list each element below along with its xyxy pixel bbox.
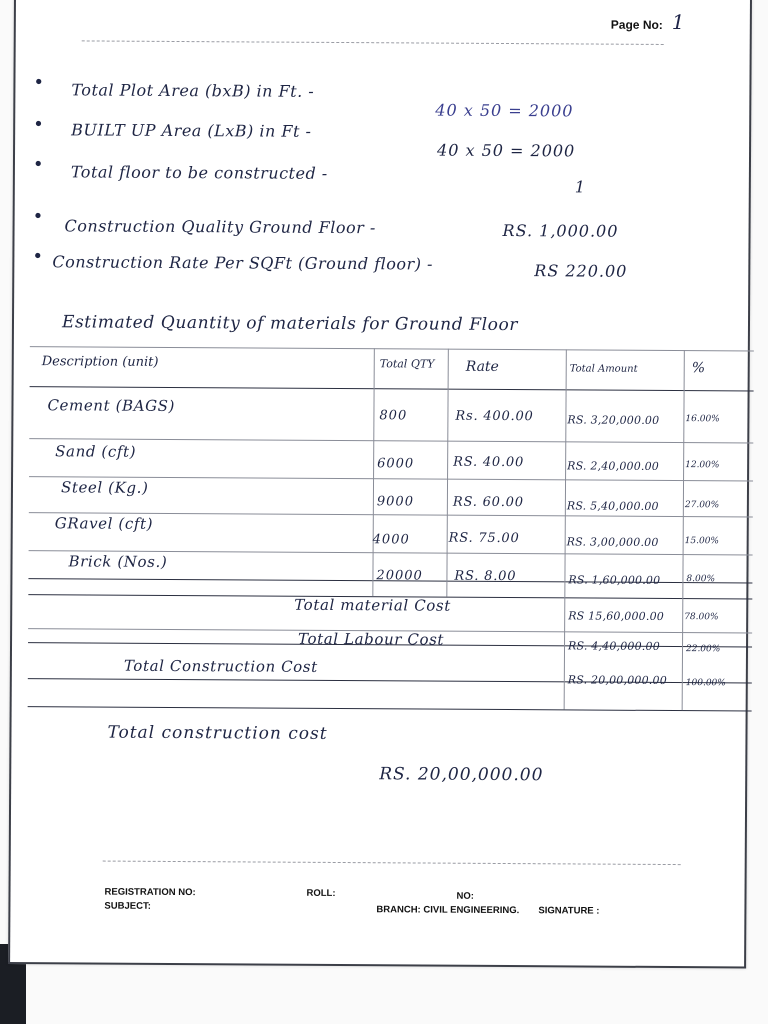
bullet-dot: •	[33, 114, 44, 136]
total-material-amount: RS 15,60,000.00	[568, 609, 665, 623]
row-steel-pct: 27.00%	[684, 500, 720, 511]
row-steel-rate: RS. 60.00	[452, 494, 524, 511]
row-sand-rate: RS. 40.00	[453, 454, 525, 471]
total-construction-amount: RS. 20,00,000.00	[567, 673, 667, 688]
construction-quality-value: RS. 1,000.00	[502, 220, 619, 241]
col-header-description: Description (unit)	[41, 354, 159, 370]
no-label: NO:	[456, 890, 474, 902]
row-sand-pct: 12.00%	[685, 460, 720, 471]
table-rule	[28, 706, 752, 711]
row-gravel-pct: 15.00%	[684, 536, 720, 547]
table-rule	[30, 386, 754, 391]
notebook-page	[8, 0, 752, 968]
table-heading: Estimated Quantity of materials for Ground Floor	[61, 312, 519, 336]
bullet-dot: •	[32, 154, 44, 176]
row-brick-rate: RS. 8.00	[454, 568, 517, 585]
table-rule	[30, 346, 754, 351]
construction-rate-label: Construction Rate Per SQFt (Ground floor) -	[52, 252, 434, 274]
footer-divider	[103, 861, 681, 866]
total-construction-label: Total Construction Cost	[123, 656, 318, 676]
branch-label: BRANCH: CIVIL ENGINEERING.	[376, 904, 520, 917]
row-cement-qty: 800	[379, 408, 408, 424]
col-header-qty: Total QTY	[379, 357, 435, 371]
row-brick-pct: 8.00%	[686, 574, 716, 585]
bullet-dot: •	[32, 246, 44, 268]
total-labour-label: Total Labour Cost	[298, 629, 445, 649]
row-sand-amount: RS. 2,40,000.00	[567, 459, 660, 473]
roll-label: ROLL:	[306, 887, 336, 899]
materials-table	[28, 346, 754, 712]
col-header-percent: %	[691, 360, 706, 377]
bullet-dot: •	[32, 206, 44, 228]
page-no-label: Page No:	[610, 17, 663, 32]
row-cement-amount: RS. 3,20,000.00	[567, 413, 660, 427]
construction-quality-label: Construction Quality Ground Floor -	[64, 216, 376, 238]
row-steel-qty: 9000	[376, 494, 415, 510]
summary-label: Total construction cost	[107, 722, 328, 744]
row-gravel-qty: 4000	[372, 532, 410, 548]
col-divider	[564, 349, 567, 709]
col-divider	[682, 350, 685, 710]
plot-area-label: Total Plot Area (bxB) in Ft. -	[71, 80, 315, 101]
built-up-area-value: 40 x 50 = 2000	[436, 140, 576, 161]
signature-label: SIGNATURE :	[538, 905, 600, 917]
col-divider	[446, 349, 449, 597]
row-steel-desc: Steel (Kg.)	[60, 478, 149, 497]
floors-value: 1	[574, 177, 587, 197]
row-gravel-rate: RS. 75.00	[448, 530, 520, 547]
total-construction-pct: 100.00%	[685, 678, 726, 689]
col-header-amount: Total Amount	[569, 363, 638, 375]
row-brick-amount: RS. 1,60,000.00	[568, 573, 661, 587]
row-gravel-desc: GRavel (cft)	[54, 514, 154, 533]
built-up-area-label: BUILT UP Area (LxB) in Ft -	[71, 120, 312, 141]
page-no-value: 1	[671, 10, 685, 35]
total-labour-amount: RS. 4,40,000.00	[567, 639, 660, 653]
header-divider	[82, 40, 664, 45]
construction-rate-value: RS 220.00	[534, 261, 628, 281]
row-steel-amount: RS. 5,40,000.00	[566, 499, 659, 513]
row-cement-pct: 16.00%	[685, 414, 720, 425]
total-labour-pct: 22.00%	[685, 644, 721, 655]
bullet-dot: •	[33, 72, 45, 94]
row-sand-qty: 6000	[377, 456, 415, 472]
col-header-rate: Rate	[465, 358, 499, 375]
row-brick-qty: 20000	[376, 568, 423, 584]
row-sand-desc: Sand (cft)	[55, 442, 137, 461]
row-cement-desc: Cement (BAGS)	[47, 396, 176, 415]
floors-label: Total floor to be constructed -	[70, 162, 328, 183]
row-cement-rate: Rs. 400.00	[455, 408, 534, 425]
plot-area-value: 40 x 50 = 2000	[435, 100, 574, 121]
subject-label: SUBJECT:	[104, 900, 151, 912]
col-divider	[372, 348, 375, 596]
summary-value: RS. 20,00,000.00	[379, 764, 544, 786]
table-rule	[29, 438, 753, 443]
registration-label: REGISTRATION NO:	[104, 886, 196, 899]
total-material-label: Total material Cost	[294, 595, 451, 615]
row-gravel-amount: RS. 3,00,000.00	[566, 535, 659, 549]
row-brick-desc: Brick (Nos.)	[68, 552, 168, 571]
total-material-pct: 78.00%	[684, 612, 719, 623]
